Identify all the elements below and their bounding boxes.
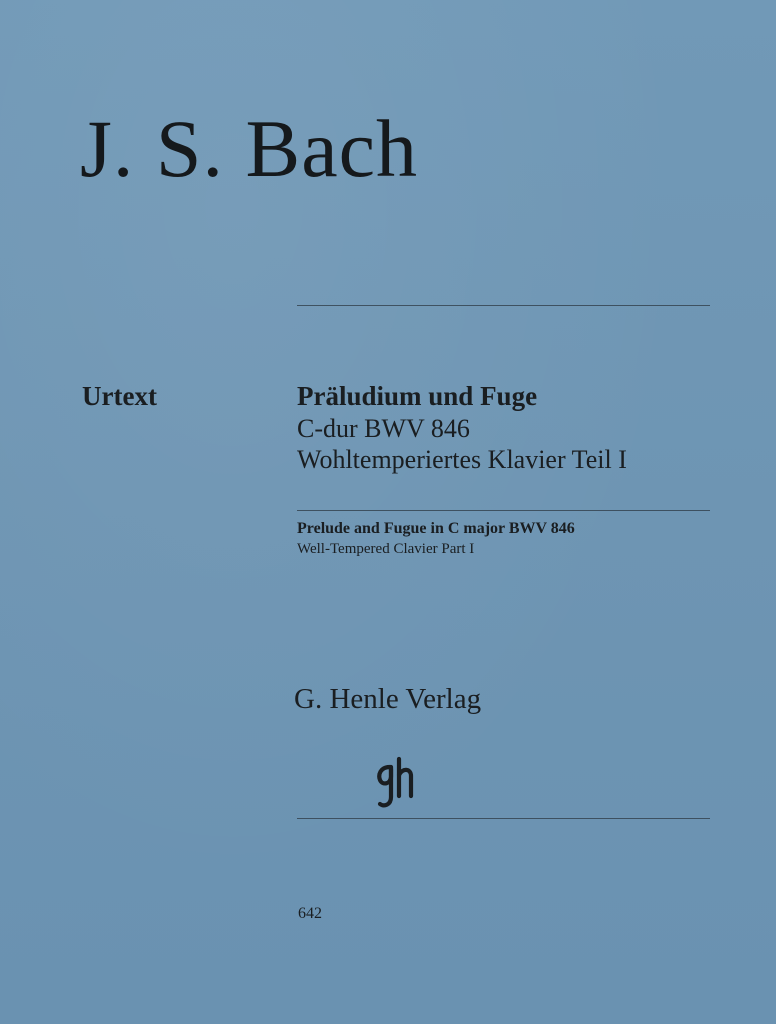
catalog-number: 642 [298, 905, 322, 922]
collection-german: Wohltemperiertes Klavier Teil I [297, 445, 627, 474]
henle-gh-monogram-icon [372, 755, 418, 811]
key-bwv-german: C-dur BWV 846 [297, 414, 470, 443]
edition-label: Urtext [82, 381, 157, 411]
divider-bottom [297, 818, 710, 819]
divider-top [297, 305, 710, 306]
title-german: Präludium und Fuge [297, 381, 538, 411]
collection-english: Well-Tempered Clavier Part I [297, 541, 475, 557]
composer-name: J. S. Bach [80, 103, 418, 194]
title-english: Prelude and Fugue in C major BWV 846 [297, 520, 575, 537]
german-title-block [297, 379, 627, 475]
english-title-block [297, 518, 575, 559]
publisher-name: G. Henle Verlag [294, 683, 482, 715]
divider-middle [297, 510, 710, 511]
